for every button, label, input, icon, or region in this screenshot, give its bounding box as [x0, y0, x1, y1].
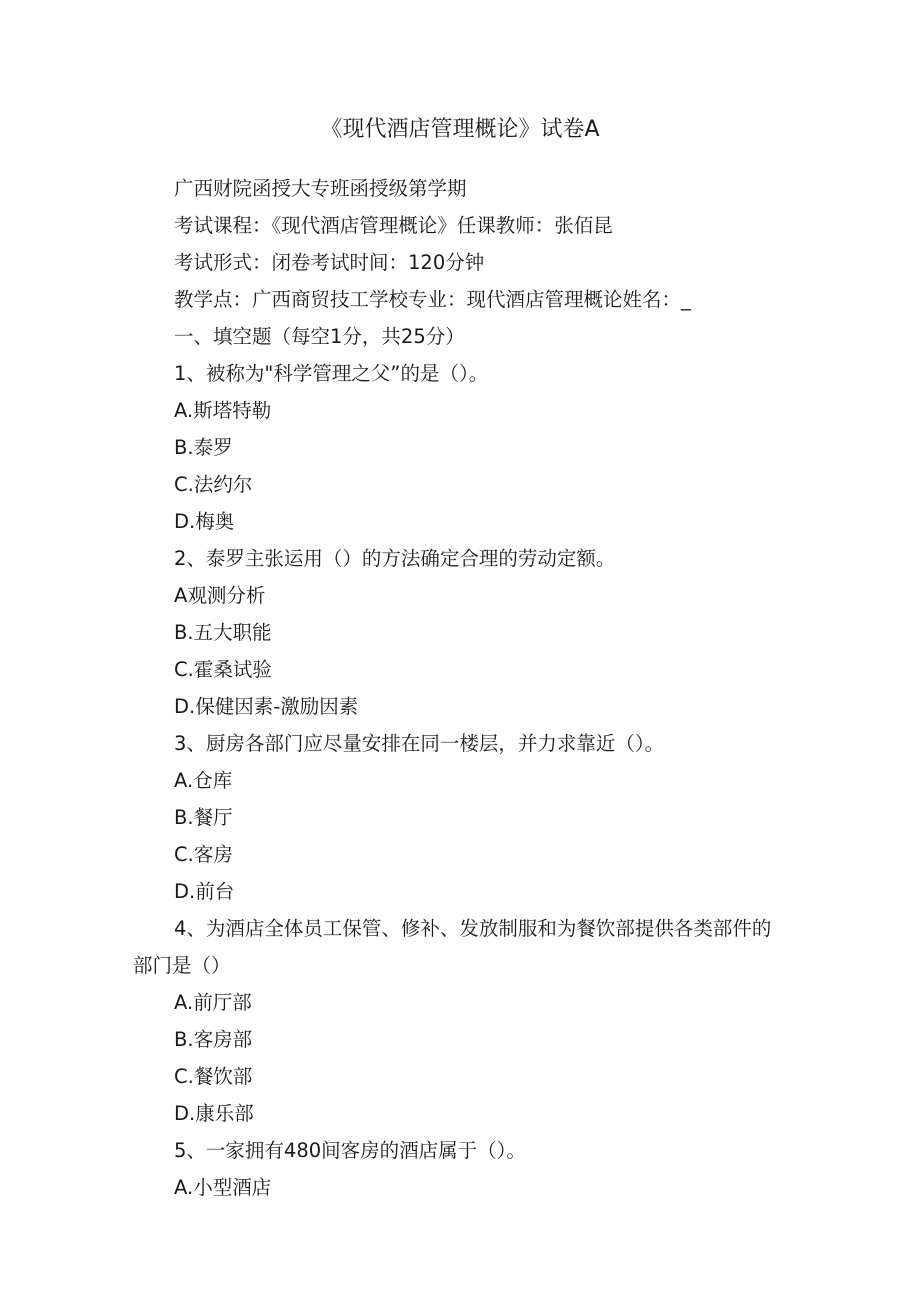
question-2: 2、泰罗主张运用（）的方法确定合理的劳动定额。 — [174, 547, 616, 570]
option-line: C.餐饮部 — [174, 1065, 253, 1088]
header-line-format: 考试形式：闭卷考试时间：120分钟 — [174, 251, 485, 274]
option-line: B.泰罗 — [174, 436, 233, 459]
question-4: 4、为酒店全体员工保管、修补、发放制服和为餐饮部提供各类部件的 — [174, 917, 772, 940]
question-5: 5、一家拥有480间客房的酒店属于（）。 — [174, 1139, 526, 1162]
option-line: B.餐厅 — [174, 806, 233, 829]
option-line: B.五大职能 — [174, 621, 272, 644]
option-line: D.保健因素-激励因素 — [174, 695, 359, 718]
question-1: 1、被称为"科学管理之父”的是（）。 — [174, 362, 489, 385]
option-line: D.梅奥 — [174, 510, 235, 533]
header-line-course: 考试课程：《现代酒店管理概论》任课教师：张佰昆 — [174, 214, 613, 237]
option-line: A.仓库 — [174, 769, 233, 792]
question-3: 3、厨房各部门应尽量安排在同一楼层，并力求靠近（）。 — [174, 732, 665, 755]
section-heading: 一、填空题（每空1分，共25分） — [174, 325, 465, 348]
header-line-school: 广西财院函授大专班函授级第学期 — [174, 177, 467, 200]
option-line: D.康乐部 — [174, 1102, 254, 1125]
option-line: C.霍桑试验 — [174, 658, 272, 681]
option-line: A.斯塔特勒 — [174, 399, 272, 422]
header-line-location: 教学点：广西商贸技工学校专业：现代酒店管理概论姓名：_ — [174, 288, 691, 311]
option-line: C.法约尔 — [174, 473, 253, 496]
option-line: A.小型酒店 — [174, 1176, 272, 1199]
question-4-continuation: 部门是（） — [133, 954, 231, 977]
exam-body — [0, 170, 920, 1206]
option-line: A观测分析 — [174, 584, 266, 607]
exam-title: 《现代酒店管理概论》试卷A — [320, 117, 600, 142]
option-line: D.前台 — [174, 880, 235, 903]
option-line: C.客房 — [174, 843, 233, 866]
option-line: B.客房部 — [174, 1028, 253, 1051]
option-line: A.前厅部 — [174, 991, 252, 1014]
